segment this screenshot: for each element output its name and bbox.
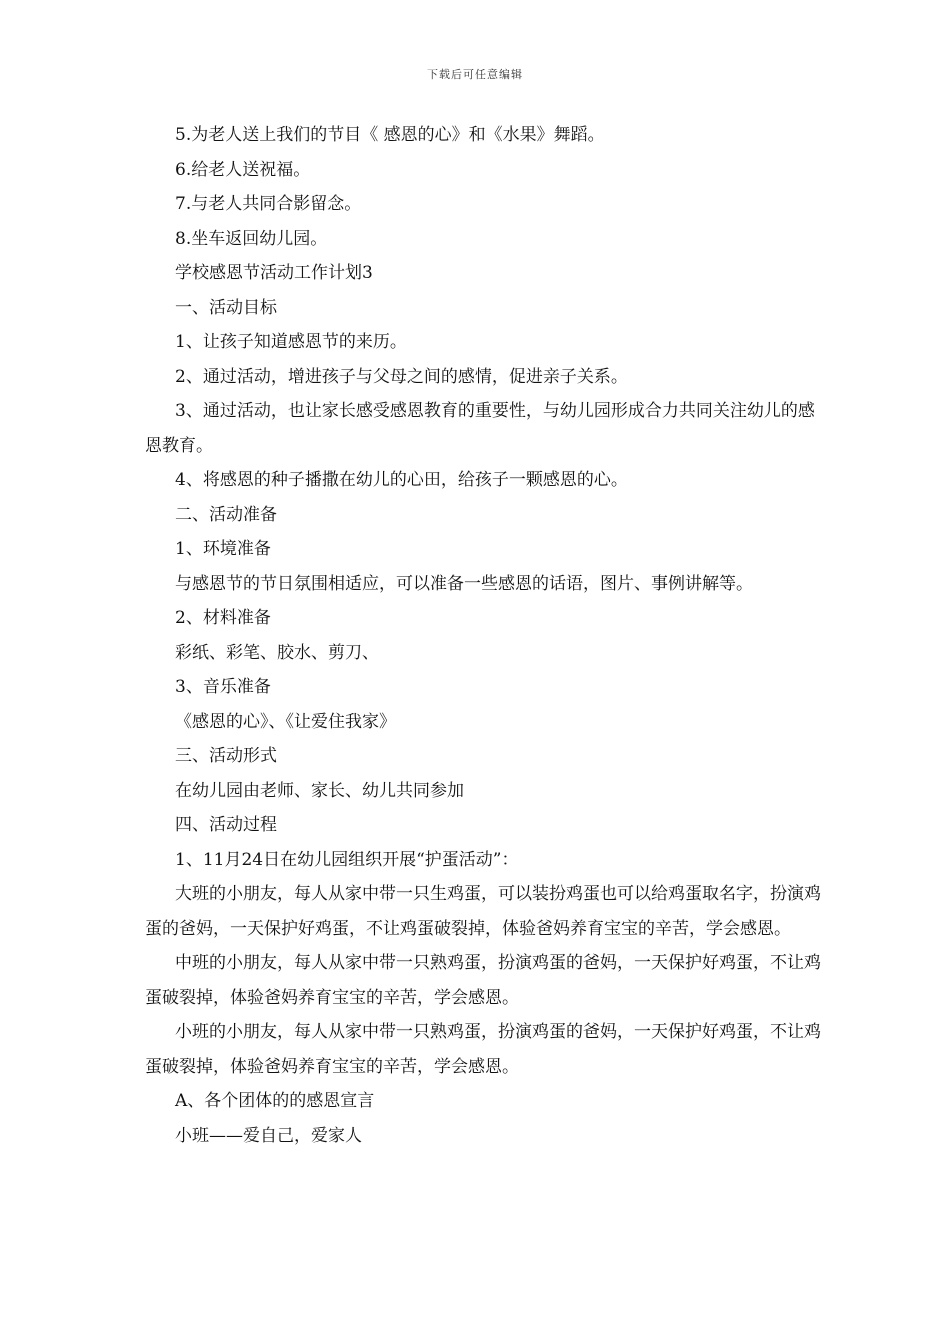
section-heading: 二、活动准备 bbox=[175, 504, 277, 525]
list-item: 4、将感恩的种子播撒在幼儿的心田，给孩子一颗感恩的心。 bbox=[175, 470, 628, 490]
subsection-heading: 1、环境准备 bbox=[175, 539, 271, 559]
list-item: 2、通过活动，增进孩子与父母之间的感情，促进亲子关系。 bbox=[175, 366, 628, 387]
subsection-heading: 2、材料准备 bbox=[175, 608, 271, 628]
subsection-heading: A、各个团体的的感恩宣言 bbox=[175, 1091, 375, 1111]
subsection-heading: 3、音乐准备 bbox=[175, 677, 271, 697]
list-item: 8.坐车返回幼儿园。 bbox=[175, 228, 328, 249]
list-item: 1、让孩子知道感恩节的来历。 bbox=[175, 332, 407, 352]
section-heading: 一、活动目标 bbox=[175, 297, 277, 318]
section-heading: 四、活动过程 bbox=[175, 815, 277, 835]
list-item: 5.为老人送上我们的节目《 感恩的心》和《水果》舞蹈。 bbox=[175, 125, 605, 145]
paragraph: 《感恩的心》、《让爱住我家》 bbox=[175, 711, 396, 732]
list-item: 6.给老人送祝福。 bbox=[175, 159, 311, 180]
paragraph: 与感恩节的节日氛围相适应，可以准备一些感恩的话语，图片、事例讲解等。 bbox=[175, 573, 753, 594]
section-heading: 三、活动形式 bbox=[175, 746, 277, 766]
paragraph: 大班的小朋友，每人从家中带一只生鸡蛋，可以装扮鸡蛋也可以给鸡蛋取名字，扮演鸡蛋的爸妈，一天保护好鸡蛋，不让鸡蛋破裂掉，体验爸妈养育宝宝的辛苦，学会感恩。 bbox=[145, 884, 821, 939]
list-item: 7.与老人共同合影留念。 bbox=[175, 194, 362, 214]
document-body bbox=[145, 118, 825, 1153]
paragraph: 在幼儿园由老师、家长、幼儿共同参加 bbox=[175, 780, 464, 801]
paragraph: 小班的小朋友，每人从家中带一只熟鸡蛋，扮演鸡蛋的爸妈，一天保护好鸡蛋，不让鸡蛋破裂掉，体验爸妈养育宝宝的辛苦，学会感恩。 bbox=[145, 1022, 821, 1077]
paragraph: 小班——爱自己，爱家人 bbox=[175, 1125, 362, 1146]
paragraph: 彩纸、彩笔、胶水、剪刀、 bbox=[175, 642, 379, 663]
paragraph: 中班的小朋友，每人从家中带一只熟鸡蛋，扮演鸡蛋的爸妈，一天保护好鸡蛋，不让鸡蛋破裂掉，体验爸妈养育宝宝的辛苦，学会感恩。 bbox=[145, 953, 821, 1008]
list-item: 3、通过活动，也让家长感受感恩教育的重要性，与幼儿园形成合力共同关注幼儿的感恩教育。 bbox=[145, 401, 815, 456]
list-item: 1、11月24日在幼儿园组织开展“护蛋活动”： bbox=[175, 849, 519, 870]
section-title: 学校感恩节活动工作计划3 bbox=[175, 263, 373, 283]
page-header: 下载后可任意编辑 bbox=[427, 68, 523, 81]
